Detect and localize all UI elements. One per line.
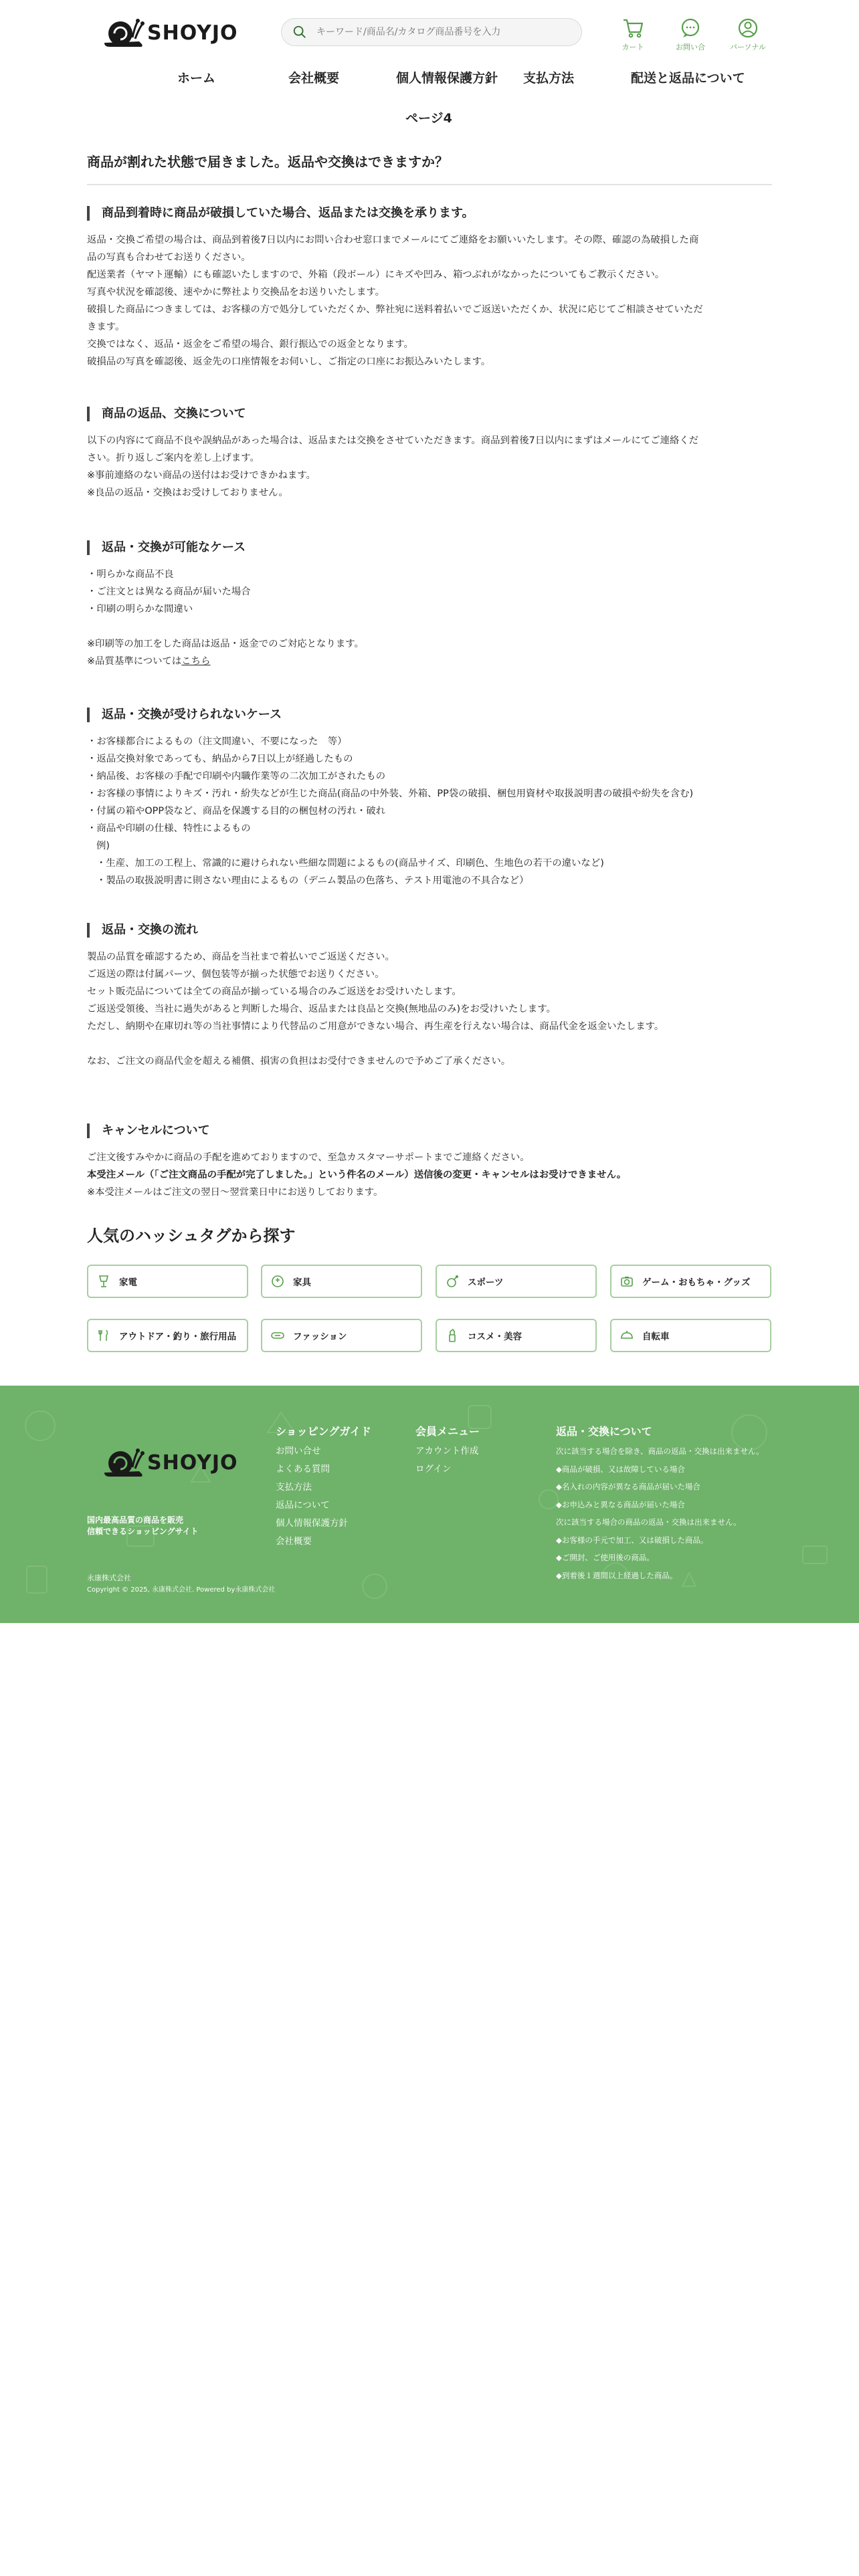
cart-button[interactable] xyxy=(613,17,653,52)
section-text: 以下の内容にて商品不良や誤納品があった場合は、返品または交換をさせていただきます。商品到着後7日以内にまずはメールにてご連絡くだ xyxy=(87,435,699,446)
footer-returns-line: ◆ご開封、ご使用後の商品。 xyxy=(556,1553,654,1562)
title-divider xyxy=(87,184,772,185)
hashtag-label: 自転車 xyxy=(642,1331,670,1342)
hashtag-appliance[interactable] xyxy=(87,1265,248,1298)
brand-logo[interactable] xyxy=(100,16,238,49)
section-heading: 返品・交換の流れ xyxy=(87,923,772,938)
main-content xyxy=(87,151,772,1198)
footer-returns-info xyxy=(556,1423,764,1584)
section-eligible-cases xyxy=(87,540,772,670)
list-item: ・付属の箱やOPP袋など、商品を保護する目的の梱包材の汚れ・破れ xyxy=(87,806,386,817)
contact-label: お問い合 xyxy=(676,43,705,51)
nav-payment[interactable]: 支払方法 xyxy=(523,71,575,86)
cosmetics-icon xyxy=(445,1328,460,1343)
hashtag-label: スポーツ xyxy=(468,1277,504,1288)
search-input[interactable] xyxy=(316,27,571,37)
list-item: ・返品交換対象であっても、納品から7日以上が経過したもの xyxy=(87,754,353,764)
section-text: なお、ご注文の商品代金を超える補償、損害の負担はお受付できませんので予めご了承ください。 xyxy=(87,1056,511,1067)
contact-button[interactable] xyxy=(670,17,710,52)
site-footer xyxy=(0,1386,859,1623)
main-nav xyxy=(0,60,859,124)
section-text: ※良品の返品・交換はお受けしておりません。 xyxy=(87,488,288,498)
footer-column-title: 返品・交換について xyxy=(556,1425,652,1438)
footer-returns-line: ◆お申込みと異なる商品が届いた場合 xyxy=(556,1499,685,1509)
brand-name: SHOYJO xyxy=(147,21,238,45)
hashtags-title: 人気のハッシュタグから探す xyxy=(87,1226,296,1245)
nav-company[interactable]: 会社概要 xyxy=(288,71,340,86)
section-text: きます。 xyxy=(87,322,125,332)
footer-tagline xyxy=(87,1515,221,1537)
quality-note-prefix: ※品質基準については xyxy=(87,656,182,667)
footer-link-privacy[interactable]: 個人情報保護方針 xyxy=(276,1518,348,1529)
spacer xyxy=(87,1035,772,1053)
hashtag-label: 家具 xyxy=(293,1277,311,1288)
section-text: ご返送の際は付属パーツ、個包装等が揃った状態でお送りください。 xyxy=(87,969,385,980)
hashtag-label: ファッション xyxy=(293,1331,347,1342)
footer-company: 永康株式会社 xyxy=(87,1574,131,1582)
search-icon xyxy=(292,25,307,39)
section-text: ※事前連絡のない商品の送付はお受けできかねます。 xyxy=(87,470,316,481)
example-item: ・製品の取扱説明書に則さない理由によるもの（デニム製品の色落ち、テスト用電池の不具合など） xyxy=(96,875,529,886)
section-text: ご注文後すみやかに商品の手配を進めておりますので、至急カスタマーサポートまでご連絡ください。 xyxy=(87,1152,530,1163)
footer-copyright: Copyright © 2025, 永康株式会社. Powered by永康株式会社 xyxy=(87,1586,276,1594)
cart-icon xyxy=(622,17,644,39)
footer-link-contact[interactable]: お問い合せ xyxy=(276,1446,321,1457)
user-icon xyxy=(737,17,759,39)
hashtag-label: コスメ・美容 xyxy=(468,1331,522,1342)
search-bar[interactable] xyxy=(281,18,582,46)
hashtag-sports[interactable] xyxy=(436,1265,597,1298)
footer-link-create-account[interactable]: アカウント作成 xyxy=(415,1446,479,1457)
quality-note xyxy=(87,653,772,670)
list-item: ・お客様都合によるもの（注文間違い、不要になった 等） xyxy=(87,736,347,747)
hashtag-games[interactable] xyxy=(610,1265,771,1298)
section-cancellation xyxy=(87,1123,772,1201)
list-item: ・ご注文とは異なる商品が届いた場合 xyxy=(87,586,251,597)
example-item: ・生産、加工の工程上、常識的に避けられない些細な問題によるもの(商品サイズ、印刷色、生地色の若干の違いなど) xyxy=(96,858,604,869)
footer-returns-line: ◆商品が破損、又は故障している場合 xyxy=(556,1464,685,1474)
list-item: ・商品や印刷の仕様、特性によるもの xyxy=(87,823,251,834)
account-button[interactable] xyxy=(728,17,768,52)
hashtag-label: 家電 xyxy=(119,1277,137,1288)
tagline-line: 国内最高品質の商品を販売 xyxy=(87,1515,184,1525)
account-label: パーソナル xyxy=(729,43,766,51)
hashtag-bicycle[interactable] xyxy=(610,1319,771,1352)
footer-link-login[interactable]: ログイン xyxy=(415,1464,452,1475)
section-ineligible-cases xyxy=(87,708,772,889)
section-heading: 返品・交換が可能なケース xyxy=(87,540,772,555)
hashtag-cosmetics[interactable] xyxy=(436,1319,597,1352)
furniture-icon xyxy=(270,1274,285,1289)
section-text: ※本受注メールはご注文の翌日〜翌営業日中にお送りしております。 xyxy=(87,1187,383,1198)
tagline-line: 信頼できるショッピングサイト xyxy=(87,1527,199,1536)
camera-icon xyxy=(619,1274,634,1289)
list-item: ・明らかな商品不良 xyxy=(87,569,174,580)
footer-link-returns[interactable]: 返品について xyxy=(276,1500,330,1511)
section-text: ※印刷等の加工をした商品は返品・返金でのご対応となります。 xyxy=(87,639,364,649)
fashion-icon xyxy=(270,1328,285,1343)
footer-returns-line: 次に該当する場合を除き、商品の返品・交換は出来ません。 xyxy=(556,1446,764,1456)
hashtag-label: ゲーム・おもちゃ・グッズ xyxy=(642,1277,751,1288)
nav-privacy[interactable]: 個人情報保護方針 xyxy=(396,71,498,86)
example-label: 例) xyxy=(96,841,110,851)
section-text: セット販売品については全ての商品が揃っている場合のみご返送をお受けいたします。 xyxy=(87,986,462,997)
section-text: 交換ではなく、返品・返金をご希望の場合、銀行振込での返金となります。 xyxy=(87,339,413,350)
snail-logo-icon xyxy=(100,1446,145,1479)
footer-member-menu xyxy=(415,1423,480,1479)
section-text: ご返送受領後、当社に過失があると判断した場合、返品または良品と交換(無地品のみ)をお受けいたします。 xyxy=(87,1004,556,1014)
section-text: 配送業者（ヤマト運輸）にも確認いたしますので、外箱（段ボール）にキズや凹み、箱つぶれがなかったについてもご教示ください。 xyxy=(87,270,665,280)
footer-brand-name: SHOYJO xyxy=(147,1451,238,1475)
outdoor-icon xyxy=(96,1328,111,1343)
footer-returns-line: 次に該当する場合の商品の返品・交換は出来ません。 xyxy=(556,1517,741,1527)
page-title: 商品が割れた状態で届きました。返品や交換はできますか？ xyxy=(87,154,448,170)
list-item: ・お客様の事情によりキズ・汚れ・紛失などが生じた商品(商品の中外装、外箱、PP袋の破損、梱包用資材や取扱説明書の破損や紛失を含む) xyxy=(87,788,694,799)
nav-home[interactable]: ホーム xyxy=(177,71,216,86)
section-text: 写真や状況を確認後、速やかに弊社より交換品をお送りいたします。 xyxy=(87,287,385,298)
bicycle-icon xyxy=(619,1328,634,1343)
cancellation-warning: 本受注メール（「ご注文商品の手配が完了しました。」という件名のメール）送信後の変更・キャンセルはお受けできません。 xyxy=(87,1170,627,1180)
chat-icon xyxy=(679,17,702,39)
footer-shopping-guide xyxy=(276,1423,371,1551)
footer-link-company[interactable]: 会社概要 xyxy=(276,1536,312,1547)
section-heading: 返品・交換が受けられないケース xyxy=(87,708,772,722)
footer-returns-line: ◆到着後１週間以上経過した商品。 xyxy=(556,1570,678,1580)
appliance-icon xyxy=(96,1274,111,1289)
section-text: ただし、納期や在庫切れ等の当社事情により代替品のご用意ができない場合、再生産を行えない場合は、商品代金を返金いたします。 xyxy=(87,1021,664,1032)
footer-column-title: 会員メニュー xyxy=(415,1425,480,1438)
section-damaged-on-arrival xyxy=(87,206,772,370)
section-heading: キャンセルについて xyxy=(87,1123,772,1138)
section-heading: 商品の返品、交換について xyxy=(87,407,772,421)
hashtag-fashion[interactable] xyxy=(261,1319,422,1352)
sports-icon xyxy=(445,1274,460,1289)
section-text: 品の写真も合わせてお送りください。 xyxy=(87,252,251,263)
section-text: さい。折り返しご案内を差し上げます。 xyxy=(87,453,260,463)
section-text: 製品の品質を確認するため、商品を当社まで着払いでご返送ください。 xyxy=(87,952,395,962)
footer-column-title: ショッピングガイド xyxy=(276,1425,371,1438)
hashtag-furniture[interactable] xyxy=(261,1265,422,1298)
list-item: ・印刷の明らかな間違い xyxy=(87,604,193,615)
footer-returns-line: ◆お客様の手元で加工、又は破損した商品。 xyxy=(556,1535,708,1545)
hashtag-outdoor[interactable] xyxy=(87,1319,248,1352)
section-text: 返品・交換ご希望の場合は、商品到着後7日以内にお問い合わせ窓口までメールにてご連絡をお願いいたします。その際、確認の為破損した商 xyxy=(87,235,699,245)
section-heading: 商品到着時に商品が破損していた場合、返品または交換を承ります。 xyxy=(87,206,772,221)
nav-shipping-returns[interactable]: 配送と返品について xyxy=(631,71,745,86)
site-header xyxy=(0,0,859,60)
section-text: 破損した商品につきましては、お客様の方で処分していただくか、弊社宛に送料着払いでご返送いただくか、状況に応じてご相談させていただ xyxy=(87,304,703,315)
list-item: ・納品後、お客様の手配で印刷や内職作業等の二次加工がされたもの xyxy=(87,771,386,782)
snail-logo-icon xyxy=(100,16,145,49)
quality-standard-link[interactable]: こちら xyxy=(181,656,211,667)
footer-returns-line: ◆名入れの内容が異なる商品が届いた場合 xyxy=(556,1482,700,1491)
hashtag-label: アウトドア・釣り・旅行用品 xyxy=(119,1331,237,1342)
cart-label: カート xyxy=(622,43,644,51)
footer-logo[interactable] xyxy=(100,1446,238,1479)
footer-link-payment[interactable]: 支払方法 xyxy=(276,1482,312,1493)
spacer xyxy=(87,618,772,635)
section-return-flow xyxy=(87,923,772,1070)
nav-page4[interactable]: ページ4 xyxy=(405,111,452,126)
section-return-exchange xyxy=(87,407,772,502)
footer-link-faq[interactable]: よくある質問 xyxy=(276,1464,330,1475)
section-text: 破損品の写真を確認後、返金先の口座情報をお伺いし、ご指定の口座にお振込みいたします。 xyxy=(87,356,491,367)
